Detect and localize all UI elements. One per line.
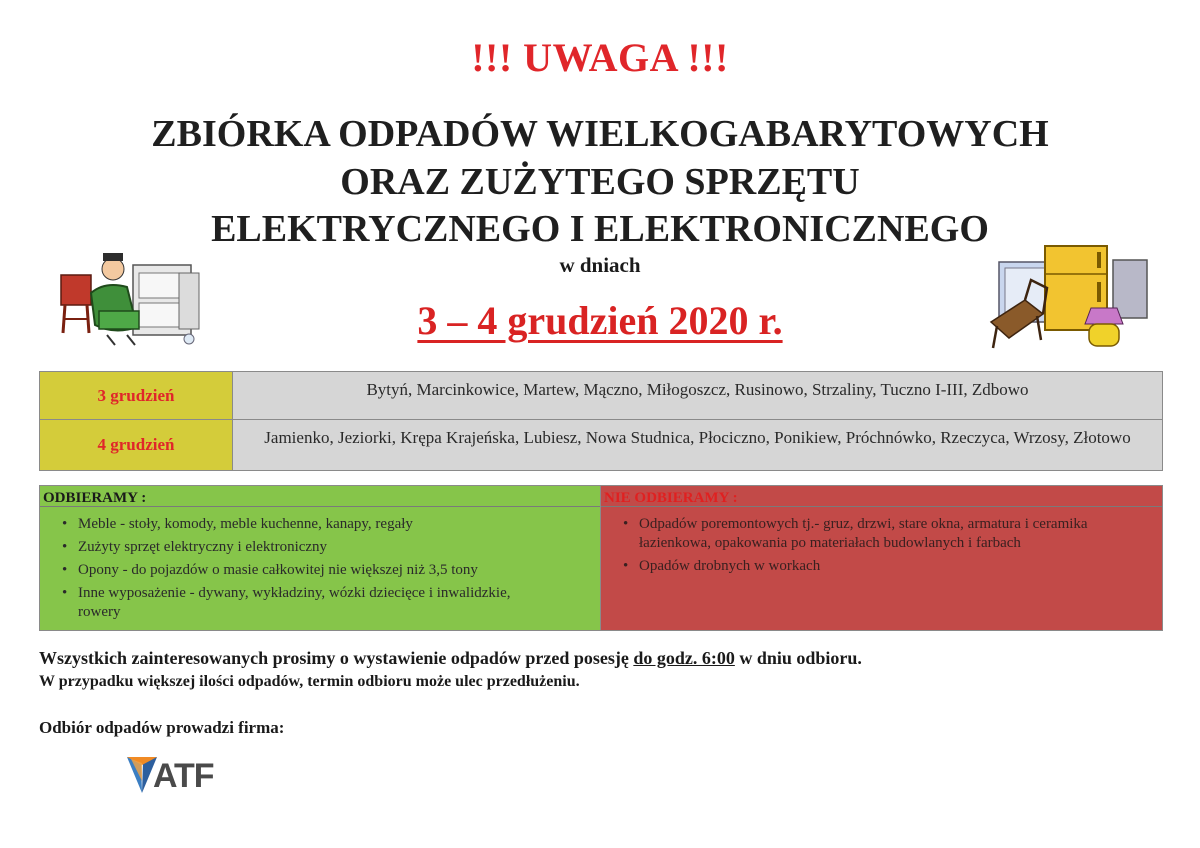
accepted-rejected-box <box>39 485 1163 631</box>
atf-logo-text: ATF <box>153 757 214 795</box>
rejected-column <box>601 486 1162 630</box>
instruction-text: Wszystkich zainteresowanych prosimy o wystawienie odpadów przed posesję <box>39 648 634 668</box>
instruction-text-end: w dniu odbioru. <box>734 648 862 668</box>
accepted-column <box>40 486 601 630</box>
schedule-places: Jamienko, Jeziorki, Krępa Krajeńska, Lubiesz, Nowa Studnica, Płociczno, Ponikiew, Próchnówko, Rzeczyca, Wrzosy, Złotowo <box>233 420 1163 471</box>
title-line-3: ELEKTRYCZNEGO I ELEKTRONICZNEGO <box>211 208 989 250</box>
accepted-heading: ODBIERAMY : <box>40 486 600 507</box>
rejected-heading: NIE ODBIERAMY : <box>601 486 1162 507</box>
alert-heading: !!! UWAGA !!! <box>471 35 729 80</box>
rejected-item: • Opadów drobnych w workach <box>639 557 1162 576</box>
schedule-row <box>40 420 1163 471</box>
accepted-item: • Inne wyposażenie - dywany, wykładziny, wózki dziecięce i inwalidzkie, rowery <box>78 584 600 622</box>
instruction-line-1 <box>39 648 862 669</box>
accepted-item: • Meble - stoły, komody, meble kuchenne, kanapy, regały <box>78 515 600 534</box>
collection-schedule-table <box>39 371 1163 471</box>
company-label: Odbiór odpadów prowadzi firma: <box>39 718 285 737</box>
schedule-day: 3 grudzień <box>40 372 233 420</box>
bulky-appliances-illustration-right <box>985 240 1150 352</box>
rejected-item: • Odpadów poremontowych tj.- gruz, drzwi, stare okna, armatura i ceramika łazienkowa, opakowania po materiałach budowlanych i farbach <box>639 515 1162 553</box>
atf-logo <box>125 751 235 797</box>
title-line-1: ZBIÓRKA ODPADÓW WIELKOGABARYTOWYCH <box>151 113 1049 155</box>
schedule-places: Bytyń, Marcinkowice, Martew, Mączno, Miłogoszcz, Rusinowo, Strzaliny, Tuczno I-III, Zdbowo <box>233 372 1163 420</box>
collection-date: 3 – 4 grudzień 2020 r. <box>417 298 783 343</box>
schedule-row <box>40 372 1163 420</box>
accepted-item: • Zużyty sprzęt elektryczny i elektroniczny <box>78 538 600 557</box>
subtitle: w dniach <box>559 253 641 277</box>
title-line-2: ORAZ ZUŻYTEGO SPRZĘTU <box>340 161 860 203</box>
rejected-list <box>601 515 1162 576</box>
accepted-item: • Opony - do pojazdów o masie całkowitej nie większej niż 3,5 tony <box>78 561 600 580</box>
schedule-day: 4 grudzień <box>40 420 233 471</box>
bulky-furniture-illustration-left <box>55 253 205 348</box>
deadline-time: do godz. 6:00 <box>633 648 735 668</box>
accepted-list <box>40 515 600 622</box>
instruction-line-2: W przypadku większej ilości odpadów, termin odbioru może ulec przedłużeniu. <box>39 673 580 690</box>
